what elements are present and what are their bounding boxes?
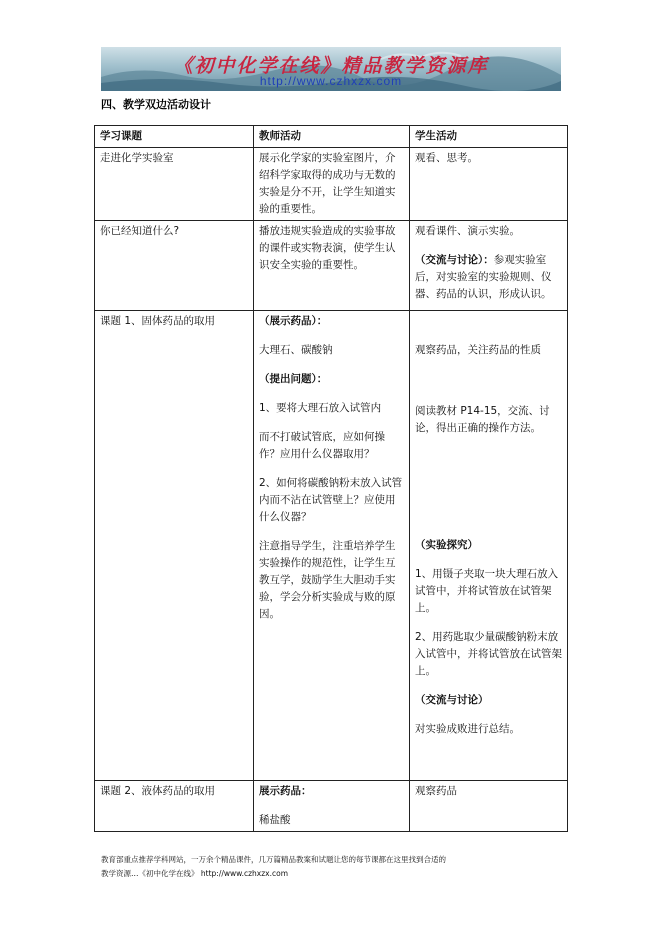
banner-url[interactable]: http://www.czhxzx.com [259, 74, 403, 88]
row2-student-text-2: 参观实验室后，对实验室的实验规则、仪器、药品的认识，形成认识。 [415, 254, 552, 300]
row4-topic: 课题 2、液体药品的取用 [95, 781, 254, 832]
row1-student: 观看、思考。 [410, 148, 568, 221]
footer-line-1: 教育部重点推荐学科网站，一万余个精品课件，几万篇精品教案和试题让您的每节课都在这里找到合适的 [101, 855, 446, 864]
banner-title: 《初中化学在线》精品教学资源库 [173, 55, 489, 77]
row4-teacher [254, 781, 410, 832]
section-title: 四、教学双边活动设计 [101, 98, 211, 111]
row2-student [410, 221, 568, 311]
row3-teacher-label-2: （提出问题）： [259, 373, 328, 385]
header-student: 学生活动 [410, 126, 568, 148]
row3-student-text-5: 对实验成败进行总结。 [415, 723, 520, 735]
table-header-row [95, 126, 568, 148]
row3-teacher-label-1: （展示药品）： [259, 315, 328, 327]
row3-topic: 课题 1、固体药品的取用 [95, 311, 254, 781]
row3-student-text-1: 观察药品，关注药品的性质 [415, 344, 541, 356]
page-footer [101, 853, 571, 881]
row3-teacher-text-1: 大理石、碳酸钠 [259, 344, 333, 356]
row3-student-label-2: （交流与讨论） [415, 694, 489, 706]
header-banner [101, 47, 561, 91]
row4-student: 观察药品 [410, 781, 568, 832]
table-row [95, 148, 568, 221]
header-topic: 学习课题 [95, 126, 254, 148]
table-row [95, 221, 568, 311]
row3-student-text-2: 阅读教材 P14-15，交流、讨论，得出正确的操作方法。 [415, 405, 550, 434]
row3-teacher-text-4: 2、如何将碳酸钠粉末放入试管内而不沾在试管壁上？应使用什么仪器？ [259, 477, 403, 523]
row2-student-text-1: 观看课件、演示实验。 [415, 225, 520, 237]
row2-teacher: 播放违规实验造成的实验事故的课件或实物表演，使学生认识安全实验的重要性。 [254, 221, 410, 311]
header-teacher: 教师活动 [254, 126, 410, 148]
row4-teacher-label: 展示药品： [259, 785, 312, 797]
row3-student-label-1: （实验探究） [415, 539, 478, 551]
row2-topic: 你已经知道什么? [95, 221, 254, 311]
activity-table [94, 125, 568, 832]
table-row [95, 781, 568, 832]
row3-teacher [254, 311, 410, 781]
table-row [95, 311, 568, 781]
row4-teacher-text: 稀盐酸 [259, 814, 291, 826]
row3-student-text-4: 2、用药匙取少量碳酸钠粉末放入试管中，并将试管放在试管架上。 [415, 631, 562, 677]
row3-teacher-text-3: 而不打破试管底，应如何操作？应用什么仪器取用？ [259, 431, 385, 460]
row1-topic: 走进化学实验室 [95, 148, 254, 221]
footer-line-2: 教学资源…《初中化学在线》 [101, 869, 199, 878]
row3-teacher-text-2: 1、要将大理石放入试管内 [259, 402, 382, 414]
footer-url[interactable]: http://www.czhxzx.com [200, 869, 288, 878]
row3-student [410, 311, 568, 781]
row3-teacher-text-5: 注意指导学生，注重培养学生实验操作的规范性，让学生互教互学，鼓励学生大胆动手实验，学会分析实验成与败的原因。 [259, 540, 396, 620]
row3-student-text-3: 1、用镊子夹取一块大理石放入试管中，并将试管放在试管架上。 [415, 568, 559, 614]
row2-student-label: （交流与讨论）： [415, 254, 494, 266]
row1-teacher: 展示化学家的实验室图片，介绍科学家取得的成功与无数的实验是分不开，让学生知道实验的重要性。 [254, 148, 410, 221]
